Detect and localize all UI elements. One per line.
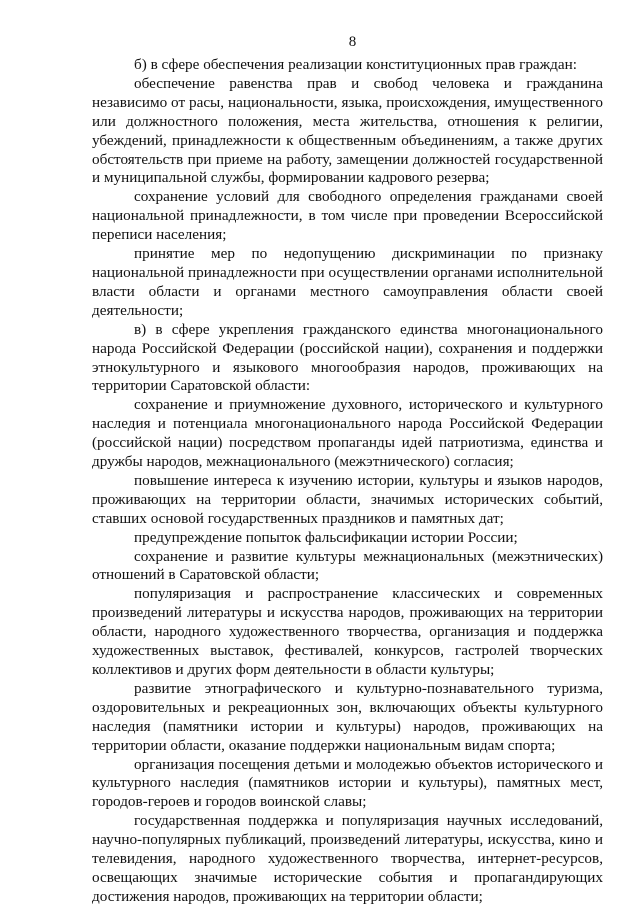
paragraph-history-interest: повышение интереса к изучению истории, культуры и языков народов, проживающих на территории области, значимых исторических событий, ставших основой государственных праздников и памятных дат; bbox=[92, 471, 603, 527]
paragraph-section-b-heading: б) в сфере обеспечения реализации конституционных прав граждан: bbox=[134, 56, 577, 73]
paragraph-anti-discrimination: принятие мер по недопущению дискриминации по признаку национальной принадлежности при осуществлении органами исполнительной власти области и органами местного самоуправления области своей деятельности; bbox=[92, 245, 603, 319]
paragraph-ethno-tourism: развитие этнографического и культурно-познавательного туризма, оздоровительных и рекреационных зон, включающих объекты культурного наследия (памятники истории и культуры) народов, проживающих на территории области, оказание поддержки национальным видам спорта; bbox=[92, 679, 603, 754]
paragraph-section-c-heading: в) в сфере укрепления гражданского единства многонационального народа Российской Федерации (российской нации), сохранения и поддержки этнокультурного и языкового многообразия народов, проживающих на территории Саратовской области: bbox=[92, 320, 603, 395]
paragraph-falsification-prevention: предупреждение попыток фальсификации истории России; bbox=[134, 528, 518, 546]
paragraph-heritage-preservation: сохранение и приумножение духовного, исторического и культурного наследия и потенциала многонационального народа Российской Федерации (российской нации) посредством пропаганды идей патриотизма, единства и дружбы народов, межнационального (межэтнического) согласия; bbox=[92, 396, 603, 471]
paragraph-national-identity: сохранение условий для свободного определения гражданами своей национальной принадлежности, в том числе при проведении Всероссийской переписи населения; bbox=[92, 188, 603, 244]
paragraph-research-support: государственная поддержка и популяризация научных исследований, научно-популярных публикаций, произведений литературы, искусства, кино и телевидения, народного художественного творчества, интернет-ресурсов, освещающих значимые исторические события и пропагандирующих достижения народов, проживающих на территории области; bbox=[92, 812, 603, 905]
paragraph-youth-visits: организация посещения детьми и молодежью объектов исторического и культурного наследия (памятников истории и культуры), памятных мест, городов-героев и городов воинской славы; bbox=[92, 755, 603, 811]
paragraph-equality-of-rights: обеспечение равенства прав и свобод человека и гражданина независимо от расы, национальности, языка, происхождения, имущественного или должностного положения, места жительства, отношения к религии, убеждений, принадлежности к общественным объединениям, а также других обстоятельств при приеме на работу, замещении должностей государственной и муниципальной службы, формировании кадрового резерва; bbox=[92, 74, 603, 187]
paragraph-literature-arts: популяризация и распространение классических и современных произведений литературы и искусства народов, проживающих на территории области, народного художественного творчества, организация и поддержка художественных выставок, фестивалей, конкурсов, гастролей творческих коллективов и других форм деятельности в области культуры; bbox=[92, 585, 603, 678]
page-number: 8 bbox=[348, 34, 357, 50]
paragraph-interethnic-culture: сохранение и развитие культуры межнациональных (межэтнических) отношений в Саратовской области; bbox=[92, 547, 603, 584]
